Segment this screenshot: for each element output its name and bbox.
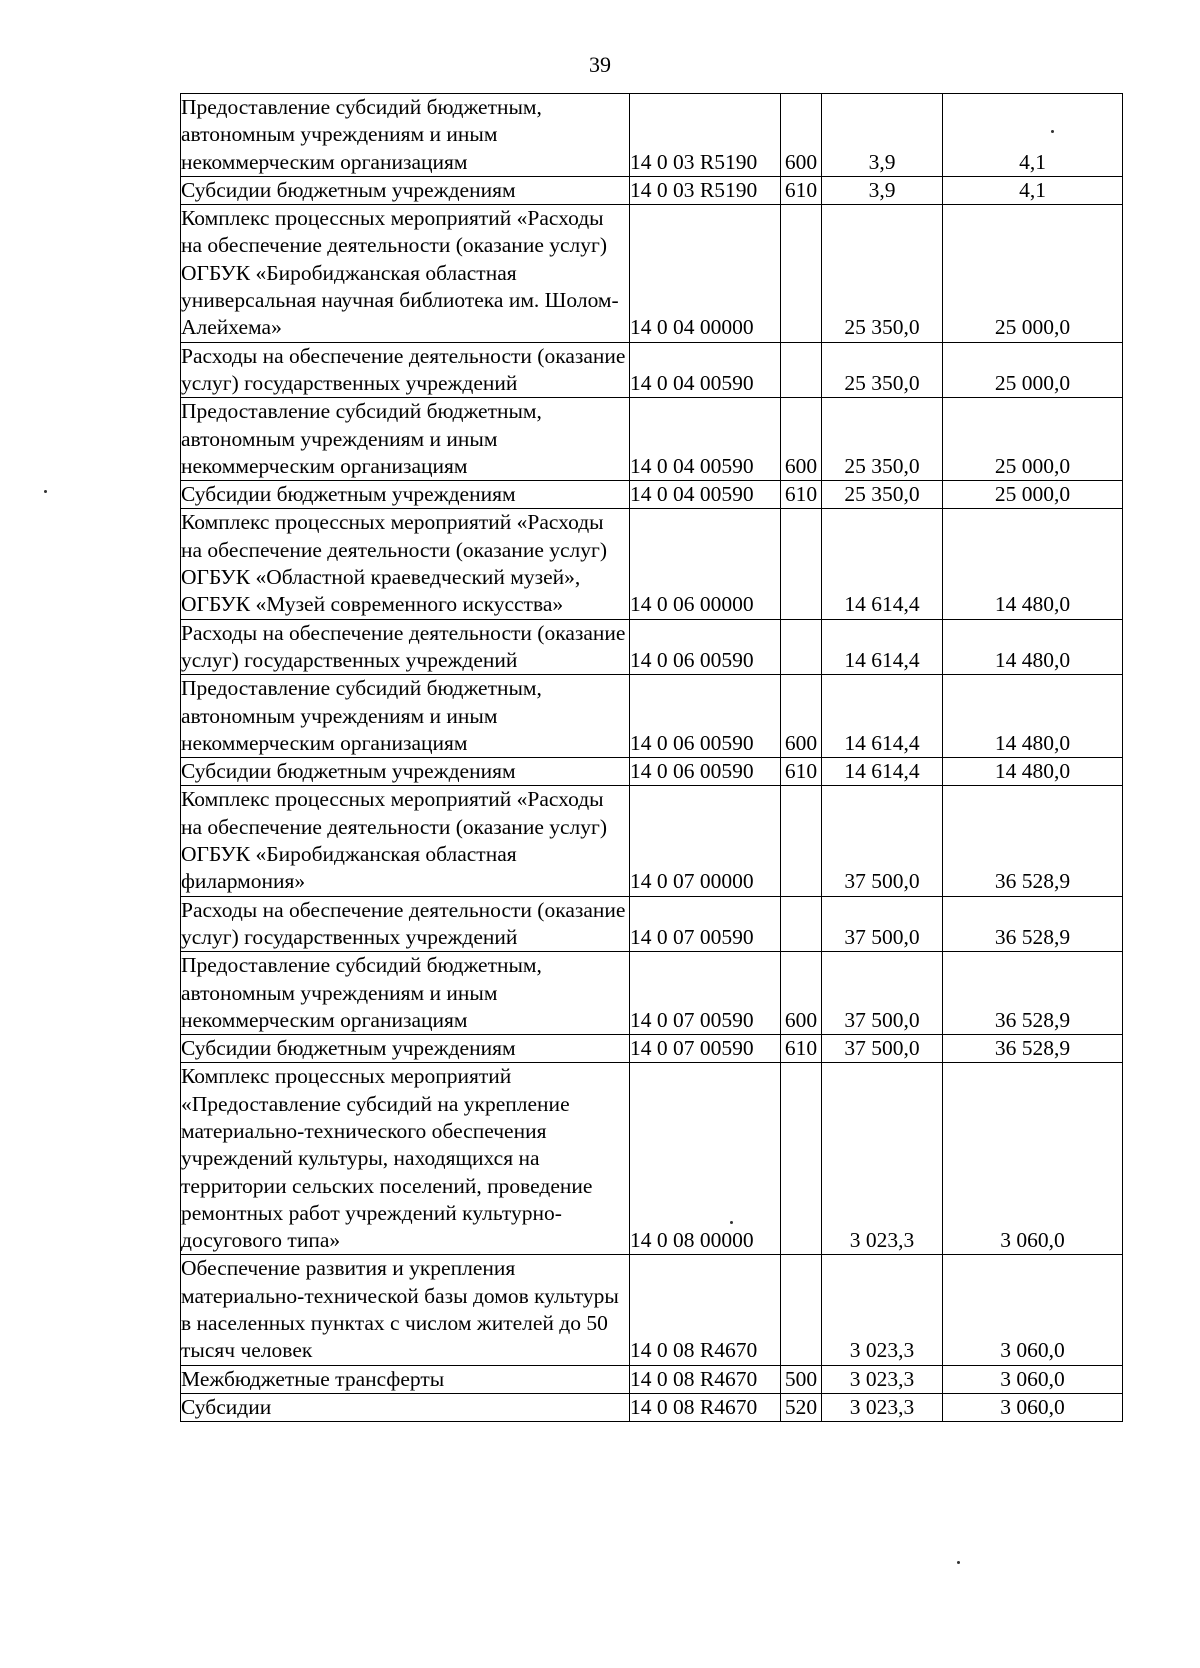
row-amount-year1-cell: 14 614,4 (822, 675, 943, 758)
row-code-cell: 14 0 04 00590 (630, 342, 781, 398)
row-code-cell: 14 0 04 00590 (630, 398, 781, 481)
row-amount-year2-cell: 36 528,9 (943, 952, 1123, 1035)
row-name-cell: Комплекс процессных мероприятий «Расходы на обеспечение деятельности (оказание услуг) ОГБУК «Биробиджанская областная универсальная научная библиотека им. Шолом-Алейхема» (181, 205, 630, 342)
row-amount-year1-cell: 14 614,4 (822, 619, 943, 675)
table-row (181, 176, 1123, 204)
row-vr-cell: 610 (781, 1035, 822, 1063)
table-row (181, 896, 1123, 952)
row-amount-year2-cell: 36 528,9 (943, 896, 1123, 952)
row-amount-year2-cell: 3 060,0 (943, 1393, 1123, 1421)
row-name-cell: Расходы на обеспечение деятельности (оказание услуг) государственных учреждений (181, 342, 630, 398)
row-amount-year2-cell: 4,1 (943, 176, 1123, 204)
table-row (181, 94, 1123, 177)
row-amount-year1-cell: 3 023,3 (822, 1365, 943, 1393)
row-amount-year2-cell: 3 060,0 (943, 1063, 1123, 1255)
row-amount-year2-cell: 25 000,0 (943, 398, 1123, 481)
row-amount-year2-cell: 14 480,0 (943, 619, 1123, 675)
row-vr-cell: 610 (781, 481, 822, 509)
row-vr-cell (781, 509, 822, 619)
row-code-cell: 14 0 03 R5190 (630, 176, 781, 204)
row-vr-cell (781, 205, 822, 342)
row-amount-year1-cell: 37 500,0 (822, 786, 943, 896)
row-amount-year1-cell: 37 500,0 (822, 896, 943, 952)
row-code-cell: 14 0 06 00590 (630, 675, 781, 758)
row-code-cell: 14 0 08 00000 (630, 1063, 781, 1255)
scan-speck (957, 1561, 960, 1564)
row-amount-year1-cell: 3 023,3 (822, 1063, 943, 1255)
row-vr-cell: 600 (781, 675, 822, 758)
row-amount-year2-cell: 36 528,9 (943, 1035, 1123, 1063)
row-code-cell: 14 0 07 00590 (630, 1035, 781, 1063)
page-number: 39 (589, 52, 611, 77)
row-code-cell: 14 0 07 00590 (630, 952, 781, 1035)
row-code-cell: 14 0 06 00590 (630, 619, 781, 675)
row-amount-year2-cell: 14 480,0 (943, 509, 1123, 619)
row-name-cell: Комплекс процессных мероприятий «Расходы на обеспечение деятельности (оказание услуг) ОГБУК «Биробиджанская областная филармония» (181, 786, 630, 896)
row-name-cell: Субсидии (181, 1393, 630, 1421)
table-row (181, 481, 1123, 509)
table-row (181, 1255, 1123, 1365)
row-amount-year1-cell: 14 614,4 (822, 509, 943, 619)
row-vr-cell: 610 (781, 758, 822, 786)
row-amount-year1-cell: 3,9 (822, 94, 943, 177)
row-code-cell: 14 0 08 R4670 (630, 1365, 781, 1393)
row-amount-year2-cell: 3 060,0 (943, 1365, 1123, 1393)
row-name-cell: Предоставление субсидий бюджетным, автономным учреждениям и иным некоммерческим организациям (181, 94, 630, 177)
row-vr-cell: 610 (781, 176, 822, 204)
row-name-cell: Субсидии бюджетным учреждениям (181, 176, 630, 204)
row-amount-year1-cell: 25 350,0 (822, 481, 943, 509)
row-name-cell: Обеспечение развития и укрепления материально-технической базы домов культуры в населенных пунктах с числом жителей до 50 тысяч человек (181, 1255, 630, 1365)
row-vr-cell (781, 1255, 822, 1365)
row-vr-cell (781, 896, 822, 952)
row-name-cell: Комплекс процессных мероприятий «Расходы на обеспечение деятельности (оказание услуг) ОГБУК «Областной краеведческий музей», ОГБУК «Музей современного искусства» (181, 509, 630, 619)
scan-speck (44, 490, 47, 493)
row-vr-cell (781, 619, 822, 675)
row-amount-year2-cell: 25 000,0 (943, 481, 1123, 509)
row-name-cell: Субсидии бюджетным учреждениям (181, 481, 630, 509)
table-row (181, 619, 1123, 675)
row-name-cell: Расходы на обеспечение деятельности (оказание услуг) государственных учреждений (181, 896, 630, 952)
table-row (181, 342, 1123, 398)
row-name-cell: Субсидии бюджетным учреждениям (181, 758, 630, 786)
row-vr-cell (781, 1063, 822, 1255)
row-amount-year1-cell: 3 023,3 (822, 1393, 943, 1421)
row-amount-year1-cell: 3,9 (822, 176, 943, 204)
row-name-cell: Межбюджетные трансферты (181, 1365, 630, 1393)
row-amount-year2-cell: 25 000,0 (943, 205, 1123, 342)
row-vr-cell: 520 (781, 1393, 822, 1421)
scan-speck (730, 1221, 733, 1224)
row-amount-year1-cell: 3 023,3 (822, 1255, 943, 1365)
row-code-cell: 14 0 04 00000 (630, 205, 781, 342)
row-name-cell: Комплекс процессных мероприятий «Предоставление субсидий на укрепление материально-технического обеспечения учреждений культуры, находящихся на территории сельских поселений, проведение ремонтных работ учреждений культурно-досугового типа» (181, 1063, 630, 1255)
row-amount-year1-cell: 37 500,0 (822, 1035, 943, 1063)
row-amount-year1-cell: 14 614,4 (822, 758, 943, 786)
row-vr-cell: 600 (781, 952, 822, 1035)
table-row (181, 675, 1123, 758)
row-vr-cell: 500 (781, 1365, 822, 1393)
row-name-cell: Предоставление субсидий бюджетным, автономным учреждениям и иным некоммерческим организациям (181, 398, 630, 481)
table-row (181, 1365, 1123, 1393)
row-amount-year2-cell: 14 480,0 (943, 758, 1123, 786)
row-vr-cell (781, 786, 822, 896)
row-code-cell: 14 0 08 R4670 (630, 1255, 781, 1365)
budget-table (180, 93, 1123, 1422)
table-row (181, 205, 1123, 342)
row-amount-year1-cell: 25 350,0 (822, 398, 943, 481)
row-vr-cell: 600 (781, 398, 822, 481)
row-vr-cell: 600 (781, 94, 822, 177)
table-row (181, 1063, 1123, 1255)
table-row (181, 1035, 1123, 1063)
table-row (181, 398, 1123, 481)
row-code-cell: 14 0 08 R4670 (630, 1393, 781, 1421)
table-row (181, 758, 1123, 786)
row-name-cell: Предоставление субсидий бюджетным, автономным учреждениям и иным некоммерческим организациям (181, 675, 630, 758)
budget-table-body (181, 94, 1123, 1422)
row-code-cell: 14 0 04 00590 (630, 481, 781, 509)
table-row (181, 952, 1123, 1035)
row-amount-year1-cell: 37 500,0 (822, 952, 943, 1035)
table-row (181, 509, 1123, 619)
row-name-cell: Расходы на обеспечение деятельности (оказание услуг) государственных учреждений (181, 619, 630, 675)
row-amount-year2-cell: 36 528,9 (943, 786, 1123, 896)
table-row (181, 1393, 1123, 1421)
row-code-cell: 14 0 07 00000 (630, 786, 781, 896)
row-vr-cell (781, 342, 822, 398)
row-amount-year1-cell: 25 350,0 (822, 205, 943, 342)
row-amount-year2-cell: 4,1 (943, 94, 1123, 177)
row-code-cell: 14 0 06 00590 (630, 758, 781, 786)
table-row (181, 786, 1123, 896)
row-code-cell: 14 0 07 00590 (630, 896, 781, 952)
scan-speck (1051, 130, 1054, 133)
row-amount-year2-cell: 14 480,0 (943, 675, 1123, 758)
row-name-cell: Предоставление субсидий бюджетным, автономным учреждениям и иным некоммерческим организациям (181, 952, 630, 1035)
row-amount-year1-cell: 25 350,0 (822, 342, 943, 398)
row-code-cell: 14 0 06 00000 (630, 509, 781, 619)
row-amount-year2-cell: 3 060,0 (943, 1255, 1123, 1365)
row-amount-year2-cell: 25 000,0 (943, 342, 1123, 398)
row-name-cell: Субсидии бюджетным учреждениям (181, 1035, 630, 1063)
row-code-cell: 14 0 03 R5190 (630, 94, 781, 177)
